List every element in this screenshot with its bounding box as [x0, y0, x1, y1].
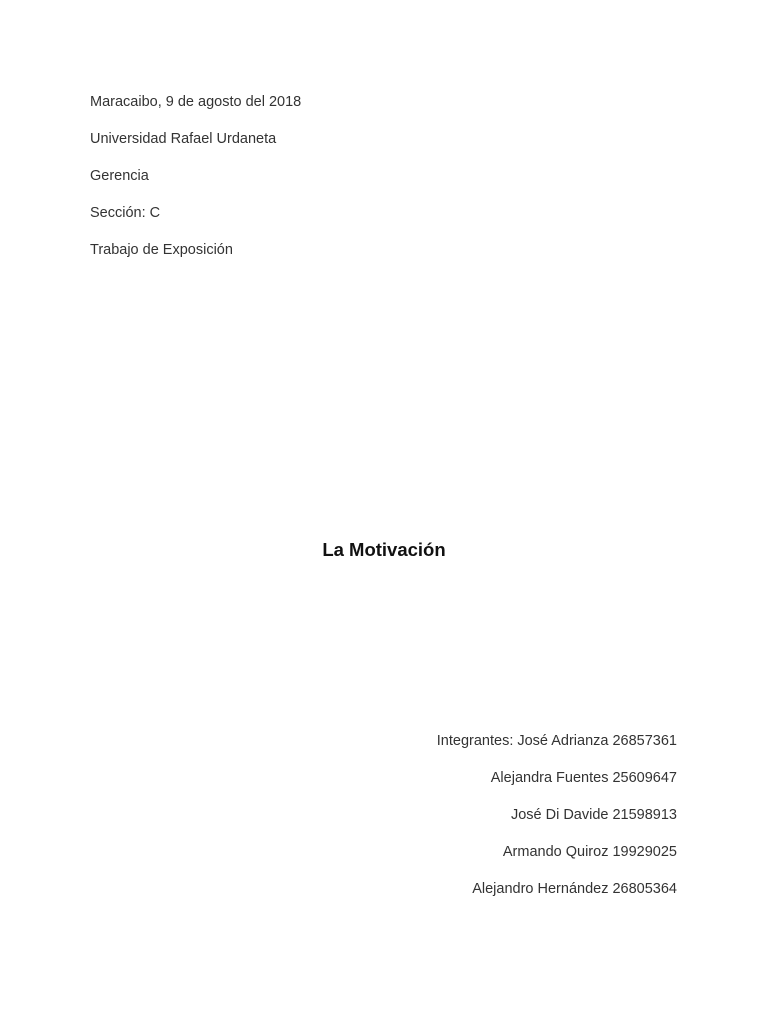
member-line: Alejandra Fuentes 25609647	[490, 770, 677, 786]
section-line: Sección: C	[90, 205, 161, 221]
members-block	[177, 731, 677, 916]
assignment-line: Trabajo de Exposición	[90, 242, 233, 258]
member-line: Integrantes: José Adrianza 26857361	[436, 733, 677, 749]
member-line: José Di Davide 21598913	[510, 807, 677, 823]
date-line: Maracaibo, 9 de agosto del 2018	[90, 94, 302, 110]
university-line: Universidad Rafael Urdaneta	[90, 131, 277, 147]
document-title: La Motivación	[322, 539, 446, 560]
member-line: Armando Quiroz 19929025	[502, 844, 677, 860]
member-line: Alejandro Hernández 26805364	[472, 881, 677, 897]
header-block	[90, 92, 690, 277]
subject-line: Gerencia	[90, 168, 149, 184]
